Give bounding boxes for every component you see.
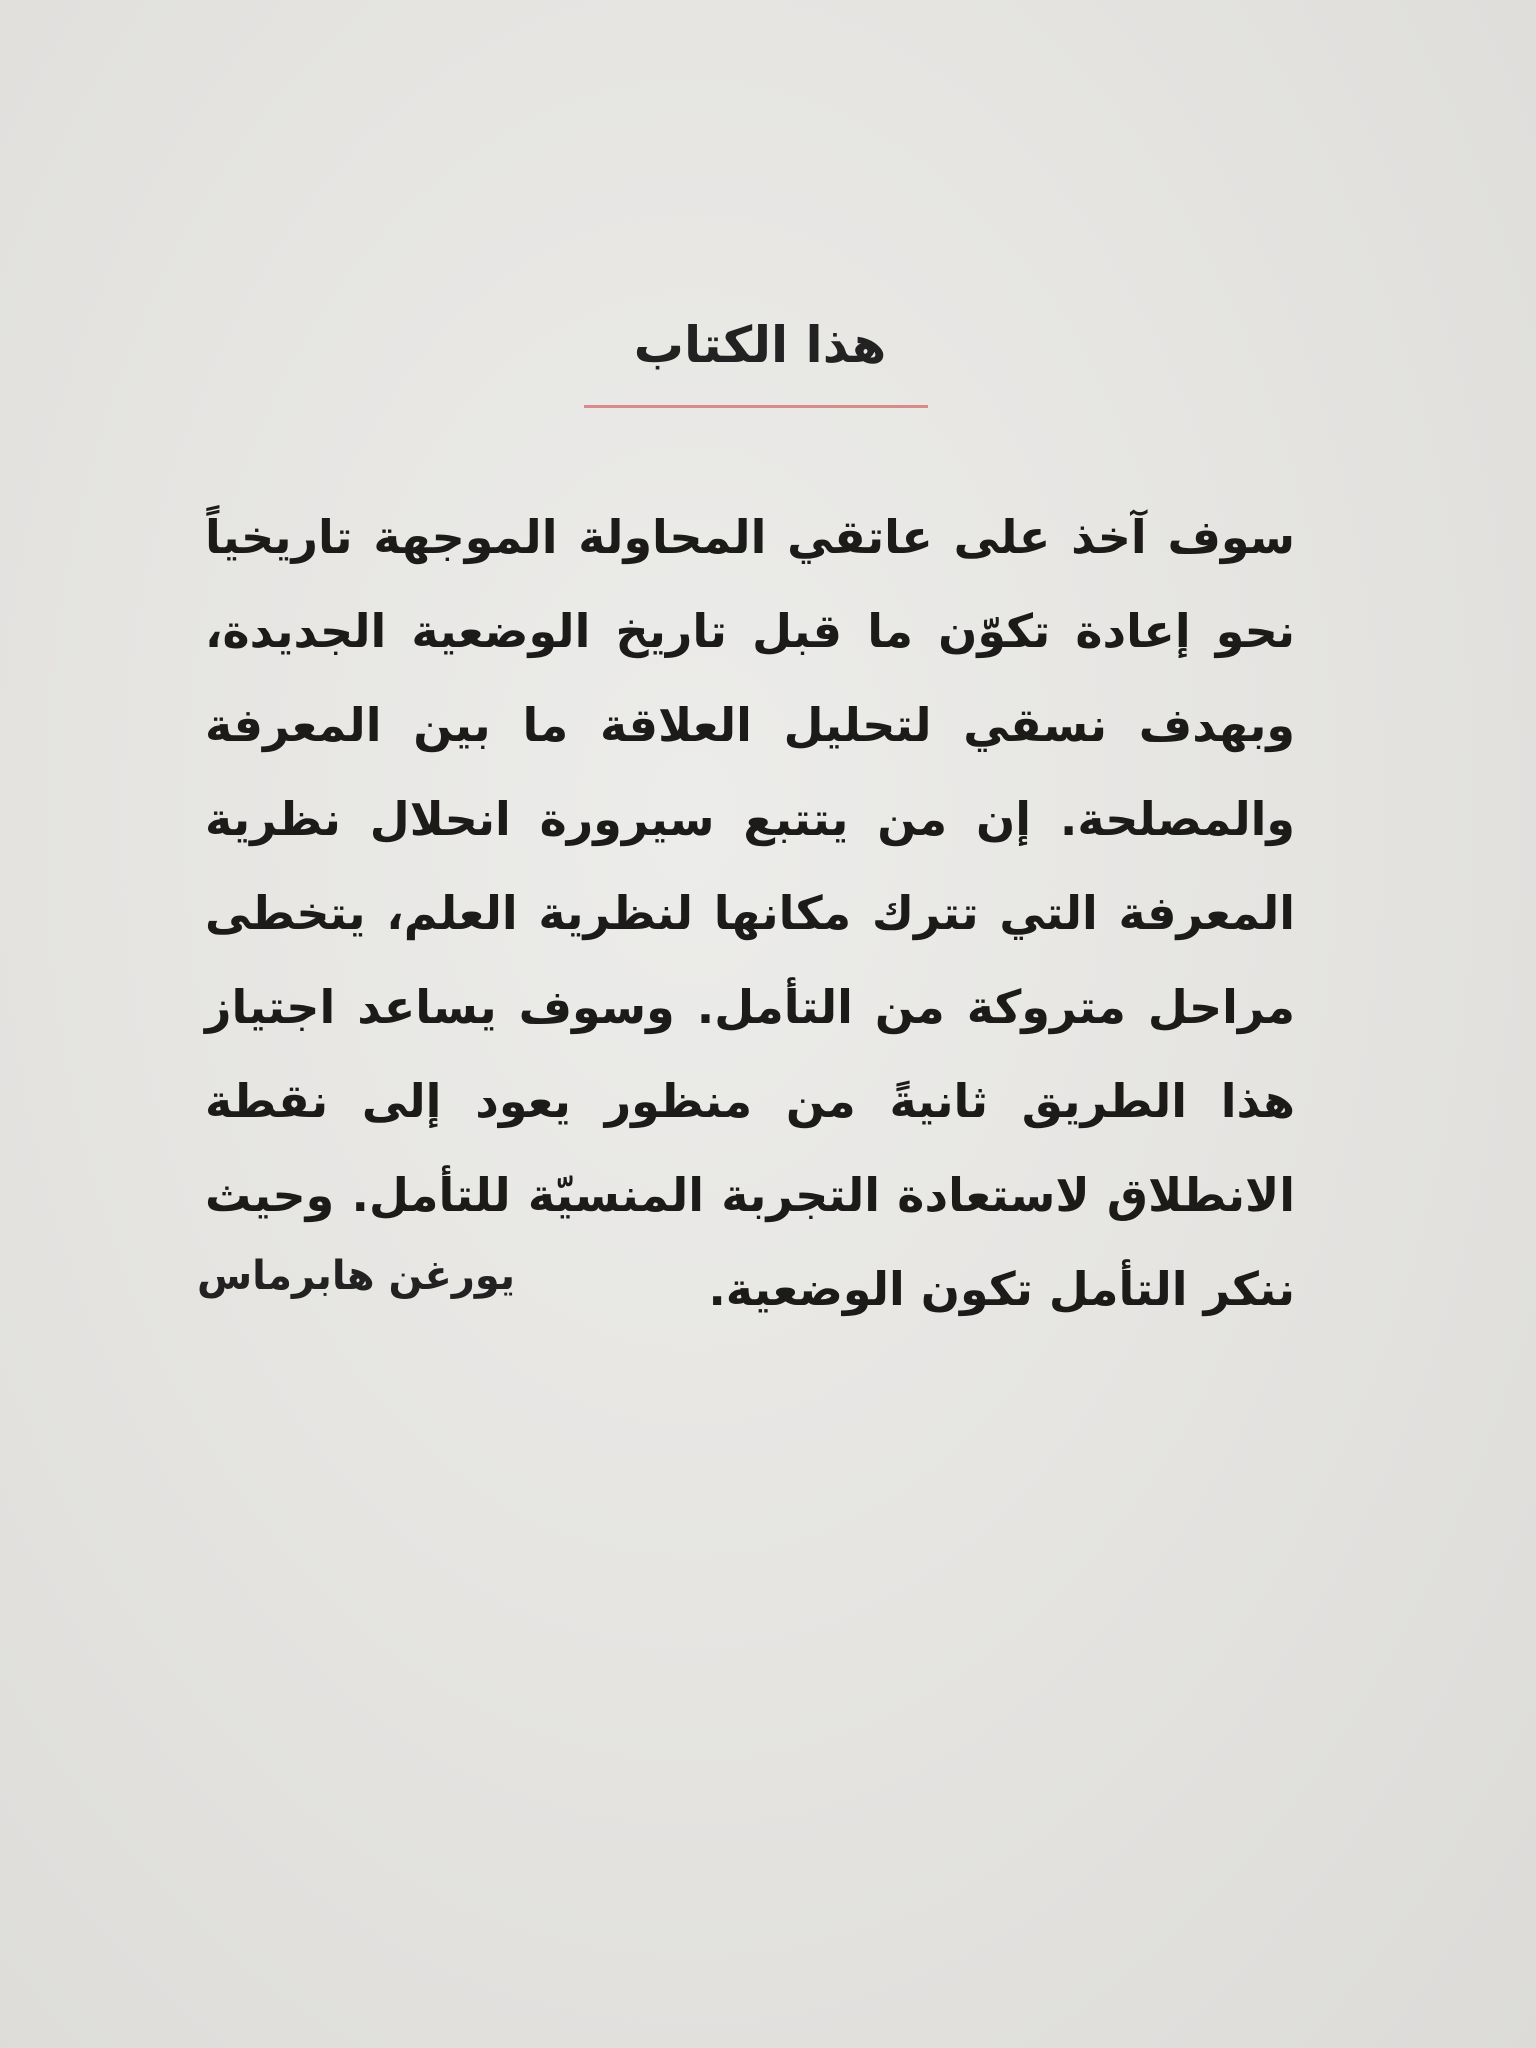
page-title: هذا الكتاب <box>633 316 887 374</box>
author-name: يورغن هابرماس <box>196 1253 515 1299</box>
body-paragraph: سوف آخذ على عاتقي المحاولة الموجهة تاريخياً نحو إعادة تكوّن ما قبل تاريخ الوضعية الجديدة، وبهدف نسقي لتحليل العلاقة ما بين المعرفة والمصلحة. إن من يتتبع سيرورة انحلال نظرية المعرفة التي تترك مكانها لنظرية العلم، يتخطى مراحل متروكة من التأمل. وسوف يساعد اجتياز هذا الطريق ثانيةً من منظور يعود إلى نقطة الانطلاق لاستعادة التجربة المنسيّة للتأمل. وحيث ننكر التأمل تكون الوضعية. <box>205 510 1295 1316</box>
title-underline <box>584 405 928 408</box>
